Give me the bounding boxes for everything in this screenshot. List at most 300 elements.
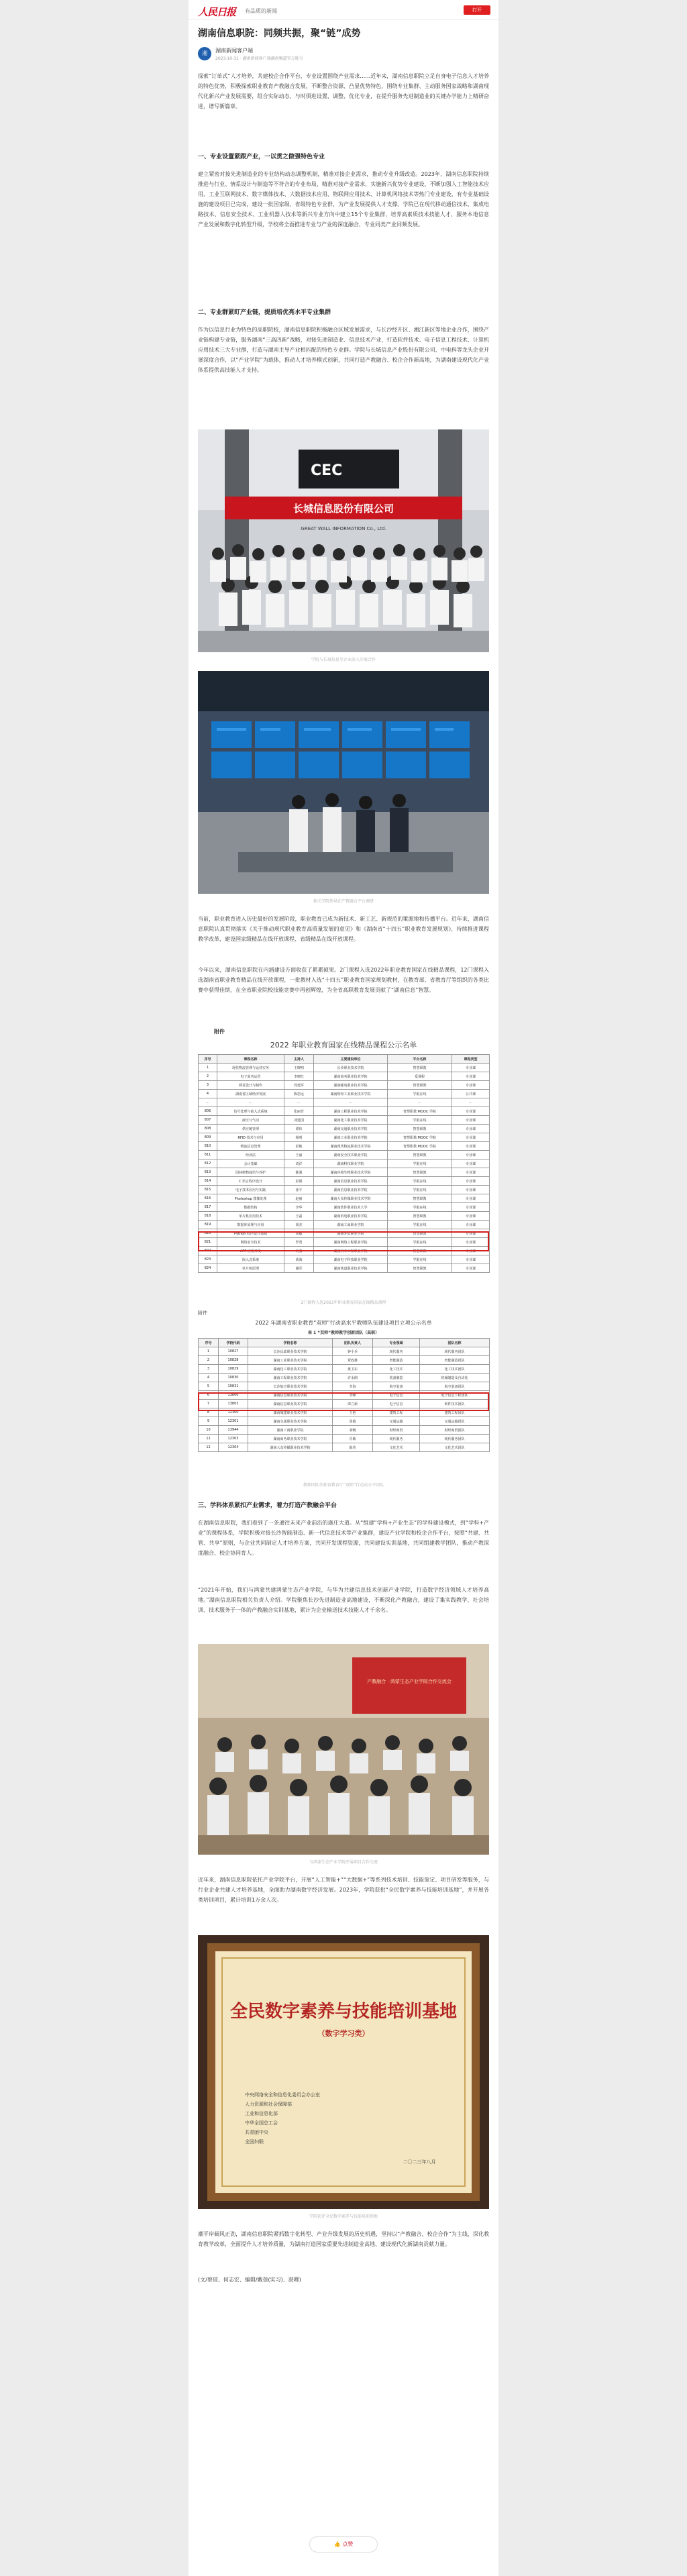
table2-cell: 谭立新 [333, 1400, 373, 1408]
table1-row [199, 1072, 490, 1081]
table1-cell: 湖南工业职业技术学院 [314, 1133, 388, 1142]
table1-cell: 学银在线 [388, 1186, 452, 1194]
table1-cell: 智慧职教 [388, 1151, 452, 1160]
cec-logo-text: CEC [311, 462, 343, 479]
table1-cell: 会计基础 [217, 1160, 284, 1168]
table1-cell: 807 [199, 1116, 217, 1125]
table1-cell: 812 [199, 1160, 217, 1168]
open-app-button[interactable]: 打开 [464, 5, 490, 15]
plaque-issuer-4: 中华全国总工会 [245, 2120, 278, 2126]
table1-cell: 809 [199, 1133, 217, 1142]
table1-cell: 学银在线 [388, 1177, 452, 1186]
group-photo-illustration [198, 429, 489, 652]
table2-cell: 2 [199, 1356, 219, 1365]
section2-paragraph: 作为以信息行业为特色的高职院校，湖南信息职院积极融合区域发展需求，与长沙经开区、湘江新区等地企业合作，围绕产业链构建专业链，服务湖南“三高四新”战略，对接先进制造业、信息技术产业，打造软件技术、电子信息工程技术、计算机应用技术三大专业群，打造与湖南主导产业相匹配的特色专业群。学院与长城信息产业股份有限公司、中电科等龙头企业开展深度合作，以“产业学院”为载体，推动人才培养模式创新，共同打造产教融合、校企合作新高地，为湖南建设现代化产业体系提供高技能人才支持。 [198, 327, 489, 373]
table1-highlight-box [198, 1231, 489, 1251]
table1-cell: 谢军 [284, 1264, 314, 1273]
table1-cell: 专业课 [452, 1160, 490, 1168]
table1-cell: 黄海 [284, 1255, 314, 1264]
closing-paragraph: 潮平岸阔风正劲，湖南信息职院紧抓数字化转型、产业升级发展的历史机遇，坚持以“产教融合、校企合作”为主线，深化教育教学改革，全面提升人才培养质量，为湖南打造国家重要先进制造业高地、建设现代化新湖南贡献力量。 [198, 2231, 489, 2247]
table1-cell: 刘建国 [284, 1116, 314, 1125]
table2-row [199, 1417, 490, 1426]
table2-cell: 陈英 [333, 1443, 373, 1452]
like-button-label: 点赞 [342, 2541, 354, 2547]
table2-title: 2022 年湖南省职业教育“双师”行动高水平教师队伍建设项目立项公示名单 [255, 1320, 432, 1326]
table1-cell: … [217, 1098, 284, 1107]
table2-cell: 11 [199, 1435, 219, 1443]
table1-cell: 816 [199, 1194, 217, 1203]
table1-cell: … [314, 1098, 388, 1107]
table1-row [199, 1212, 490, 1221]
table1-cell: 彭娟 [284, 1177, 314, 1186]
company-banner-sub: GREAT WALL INFORMATION Co., Ltd. [301, 526, 386, 531]
table2-cell: 1 [199, 1347, 219, 1356]
table2-cell: 9 [199, 1417, 219, 1426]
table2-row [199, 1382, 490, 1391]
table1-cell: 湖南汽车工程职业学院 [314, 1247, 388, 1255]
table2-cell: 10831 [219, 1382, 248, 1391]
table2-cell: 肖敏 [333, 1435, 373, 1443]
table1-cell: 陈思远 [284, 1090, 314, 1098]
table1-cell: 专业课 [452, 1194, 490, 1203]
table2-row [199, 1365, 490, 1374]
table2-cell: 交通运输团队 [420, 1417, 490, 1426]
table1-cell: APP 应用开发 [217, 1247, 284, 1255]
table1-cell: 李华 [284, 1203, 314, 1212]
table2-cell: 覃政雄 [333, 1356, 373, 1365]
table1-cell: C 语言程序设计 [217, 1177, 284, 1186]
table1-cell: 专业课 [452, 1264, 490, 1273]
table1-header-cell: 序号 [199, 1055, 217, 1064]
table2-cell: 湖南工商职业学院 [248, 1426, 333, 1435]
table1-cell: 专业课 [452, 1072, 490, 1081]
table1-cell: 刘洋 [284, 1160, 314, 1168]
attachment-label: 附件 [214, 1029, 225, 1035]
table1-cell: 学银在线 [388, 1255, 452, 1264]
meeting-photo[interactable] [198, 1644, 489, 1855]
table2-cell: 电子信息工程团队 [420, 1391, 490, 1400]
table1-cell: 单片机原理 [217, 1264, 284, 1273]
table1-cell: 湖南软件职业技术大学 [314, 1203, 388, 1212]
table2-cell: 长沙民政职业技术学院 [248, 1347, 333, 1356]
table1-cell: 823 [199, 1255, 217, 1264]
table1-row [199, 1064, 490, 1072]
table1-cell: 专业课 [452, 1247, 490, 1255]
table1-header-cell: 主持人 [284, 1055, 314, 1064]
table1-cell: 学银在线 [388, 1116, 452, 1125]
table1-cell: 嵌入式系统 [217, 1255, 284, 1264]
table1-row [199, 1098, 490, 1107]
table1-cell: 4 [199, 1090, 217, 1098]
table1-row [199, 1186, 490, 1194]
section1-heading: 一、专业设置紧跟产业，一以贯之做强特色专业 [198, 154, 325, 160]
table1-cell: 湖南机电职业技术学院 [314, 1212, 388, 1221]
table1-cell: 808 [199, 1125, 217, 1133]
table1-cell: 胡杰 [284, 1221, 314, 1229]
plaque-issuer-2: 人力资源和社会保障部 [245, 2102, 292, 2107]
table1-cell: 经济法 [217, 1151, 284, 1160]
table2-cell: 湖南工业职业技术学院 [248, 1356, 333, 1365]
meeting-banner-text: 产教融合 · 鸿蒙生态产业学院合作交流会 [367, 1679, 452, 1684]
table1-cell: 专业课 [452, 1221, 490, 1229]
table2-caption: 教师团队荣获省教育厅“双师”行动高水平团队 [303, 1483, 384, 1488]
table2-row [199, 1443, 490, 1452]
plaque-issuer-5: 共青团中央 [245, 2130, 268, 2135]
teacher-team-table[interactable] [198, 1308, 489, 1476]
table2-cell: 湖南信息职业技术学院 [248, 1391, 333, 1400]
table1-cell: 专业课 [452, 1125, 490, 1133]
table2-header-cell: 团队负责人 [333, 1339, 373, 1347]
table2-cell: 12300 [219, 1408, 248, 1417]
table2-cell: 建筑工程 [373, 1408, 420, 1417]
table1-cell: 湖南现代物流职业技术学院 [314, 1142, 388, 1151]
table1-cell: 学银在线 [388, 1203, 452, 1212]
table2-cell: 5 [199, 1382, 219, 1391]
table2-cell: 12303 [219, 1435, 248, 1443]
table2-cell: 湖南化工职业技术学院 [248, 1365, 333, 1374]
table2-cell: 航空装备团队 [420, 1382, 490, 1391]
table2-cell: 13800 [219, 1391, 248, 1400]
table1-cell: 3 [199, 1081, 217, 1090]
table1-cell: 王丽 [284, 1151, 314, 1160]
table1-cell: … [199, 1098, 217, 1107]
table1-cell: 专业课 [452, 1229, 490, 1238]
table1-caption: 2门课程入选2022年职业教育国家在线精品课程 [301, 1300, 386, 1305]
table1-cell: 学银在线 [388, 1160, 452, 1168]
plaque-issuer-3: 工业和信息化部 [245, 2111, 278, 2116]
table2-header-cell: 学校名称 [248, 1339, 333, 1347]
table1-cell: 赵丽 [284, 1194, 314, 1203]
control-room-photo[interactable] [198, 671, 489, 894]
table1-cell: 张平 [284, 1186, 314, 1194]
table2-cell: 7 [199, 1400, 219, 1408]
table2-highlight-box [198, 1392, 489, 1411]
author-block[interactable] [198, 47, 489, 63]
table1-cell: 湖南外贸职业学院 [314, 1229, 388, 1238]
table1-cell: 1 [199, 1064, 217, 1072]
section3-paragraph-1: 在湖南信息职院，我们看到了一条通往未来产业前沿的康庄大道。从“组建”学科+产业生态”的学科建设模式，到“学科+产业”的课程体系，学院积极对接长沙智能制造、新一代信息技术等产业集群，建设产业学院和校企合作平台，按照“共建、共管、共享”原则，与企业共同制定人才培养方案，共同开发课程资源，共同建设实训基地，共同组建教学团队，推动产教深度融合、校企协同育人。 [198, 1520, 489, 1556]
table2-cell: 10829 [219, 1365, 248, 1374]
table2-row [199, 1347, 490, 1356]
like-button[interactable] [309, 2536, 378, 2553]
table1-cell: 813 [199, 1168, 217, 1177]
photo3-caption: 与鸿蒙生态产业学院开展项目合作交流 [309, 1860, 378, 1865]
table1-cell: 专业课 [452, 1186, 490, 1194]
table1-cell: 智慧职教 [388, 1247, 452, 1255]
table1-row [199, 1264, 490, 1273]
table1-row [199, 1194, 490, 1203]
middle-paragraph-2: 今年以来，湖南信息职院在内涵建设方面收获了累累硕果。2门课程入选2022年职业教育国家在线精品课程，12门课程入选湖南省职业教育精品在线开放课程，一批教材入选“十四五”职业教育国家规划教材，在教育部、省教育厅等组织的各类比赛中获得佳绩，在全省职业院校技能竞赛中再创辉煌，为全省高职教育发展贡献了“湖南信息”智慧。 [198, 967, 489, 993]
table1-row [199, 1221, 490, 1229]
table2-cell: 6 [199, 1391, 219, 1400]
table1-cell: 现代物流管理与运营实务 [217, 1064, 284, 1072]
table1-cell: 湖南大众传媒职业技术学院 [314, 1194, 388, 1203]
table1-cell: 智慧职教 [388, 1064, 452, 1072]
table1-cell: 2 [199, 1072, 217, 1081]
plaque-illustration [198, 1935, 489, 2209]
table1-cell: 李晓红 [284, 1072, 314, 1081]
table2-cell: 12 [199, 1443, 219, 1452]
table2-cell: 湖南大众传媒职业技术学院 [248, 1443, 333, 1452]
table2-cell: 化工技术 [373, 1365, 420, 1374]
table2-cell: 12304 [219, 1443, 248, 1452]
table2-row [199, 1374, 490, 1382]
table2-cell: 湖南交通职业技术学院 [248, 1417, 333, 1426]
table2-cell: 许永刚 [333, 1374, 373, 1382]
table1-row [199, 1255, 490, 1264]
table1-cell: 814 [199, 1177, 217, 1186]
table1-cell: 湖南工商职业学院 [314, 1221, 388, 1229]
table1-cell: 湖南交通职业技术学院 [314, 1125, 388, 1133]
table1-cell: 湖南化工职业技术学院 [314, 1116, 388, 1125]
table1-cell: 湖南安全技术职业学院 [314, 1151, 388, 1160]
author-avatar[interactable]: 湘 [198, 47, 211, 60]
table1-cell: 专业课 [452, 1203, 490, 1212]
table1-cell: 822 [199, 1247, 217, 1255]
table2-cell: 软件技术团队 [420, 1400, 490, 1408]
section2-heading: 二、专业群紧盯产业链，提质培优亮水平专业集群 [198, 309, 331, 316]
table1-cell: 供应链管理 [217, 1125, 284, 1133]
table1-cell: 824 [199, 1264, 217, 1273]
table2-cell: 湖南城建职业技术学院 [248, 1408, 333, 1417]
table1-cell: 专业课 [452, 1081, 490, 1090]
table1-cell: 公共课 [452, 1090, 490, 1098]
table1-cell: 陈强 [284, 1168, 314, 1177]
table1-cell: 何勇 [284, 1247, 314, 1255]
table2-cell: 装备制造 [373, 1374, 420, 1382]
table1-cell: 专业课 [452, 1177, 490, 1186]
table2-cell: 文化艺术团队 [420, 1443, 490, 1452]
table1-cell: 818 [199, 1212, 217, 1221]
table1-cell: 智慧职教 [388, 1264, 452, 1273]
table2-cell: 智能制造 [373, 1356, 420, 1365]
plaque-issuer-6: 全国妇联 [245, 2139, 264, 2145]
table1-cell: 物流信息管理 [217, 1142, 284, 1151]
table1-cell: 智慧职教 [388, 1168, 452, 1177]
table1-cell: 谭伟 [284, 1125, 314, 1133]
table1-cell: 806 [199, 1107, 217, 1116]
table1-cell: 智慧职教 [388, 1125, 452, 1133]
table1-row [199, 1116, 490, 1125]
plaque-title: 全民数字素养与技能培训基地 [229, 2002, 458, 2022]
table1-cell: 王晓明 [284, 1064, 314, 1072]
table2-cell: 刘畅 [333, 1426, 373, 1435]
table1-cell: 液压与气动 [217, 1116, 284, 1125]
attachment-label-2: 附件 [198, 1310, 207, 1316]
table1-cell: 专业课 [452, 1238, 490, 1247]
table1-cell: 周敏 [284, 1229, 314, 1238]
plaque-photo[interactable] [198, 1935, 489, 2209]
control-room-illustration [198, 671, 489, 894]
table1-cell: … [452, 1098, 490, 1107]
table1-row [199, 1133, 490, 1142]
table1-cell: 张丽芳 [284, 1107, 314, 1116]
plaque-date: 二〇二三年八月 [403, 2159, 436, 2165]
app-slogan: 有品质的新闻 [245, 8, 277, 14]
table1-cell: 电子商务运营 [217, 1072, 284, 1081]
middle-paragraph-1: 当前，职业教育进入历史最好的发展阶段，职业教育已成为新技术、新工艺、新规范的策源地和传播平台。近年来，湖南信息职院认真贯彻落实《关于推动现代职业教育高质量发展的意见》和《湖南省“十四五”职业教育发展规划》，持续推进课程教学改革，建设国家级精品在线开放课程、省级精品在线开放课程。 [198, 916, 489, 942]
table1-row [199, 1151, 490, 1160]
table1-cell: Photoshop 图像处理 [217, 1194, 284, 1203]
table1-header-cell: 课程名称 [217, 1055, 284, 1064]
table1-cell: 罗勇 [284, 1238, 314, 1247]
table1-cell: 网络安全技术 [217, 1238, 284, 1247]
table2-row [199, 1435, 490, 1443]
table1-header-cell: 平台名称 [388, 1055, 452, 1064]
table2-cell: 10 [199, 1426, 219, 1435]
intro-paragraph: 探索“订单式”人才培养，共建校企合作平台，专业设置围绕产业需求……近年来，湖南信息职院立足自身电子信息人才培养的特色优势，积极探索职业教育产教融合发展，不断整合资源、凸显优势特色，围绕专业集群、主动服务国家战略和湖南现代化新兴产业发展需要，组合实际动态，与时俱进设置、调整、优化专业，在提升服务先进制造业的关键办学能力上精研奋进，谱写新篇章。 [198, 73, 489, 109]
table1-cell: 智慧职教 [388, 1081, 452, 1090]
table2-cell: 财经商贸团队 [420, 1426, 490, 1435]
course-list-table[interactable] [198, 1027, 489, 1295]
table1-cell: 湖南网络工程职业学院 [314, 1238, 388, 1247]
table2-cell: 长沙航空职业技术学院 [248, 1382, 333, 1391]
table1-cell: 专业课 [452, 1116, 490, 1125]
table1-cell: 819 [199, 1221, 217, 1229]
table2-cell: 化工技术团队 [420, 1365, 490, 1374]
photo4-caption: 学院获评全民数字素养与技能培训基地 [309, 2214, 378, 2219]
table1-row [199, 1090, 490, 1098]
table2-cell: 湖南信息职业技术学院 [248, 1400, 333, 1408]
table1-row [199, 1160, 490, 1168]
table1-cell: 821 [199, 1238, 217, 1247]
table1-cell: 单片机应用技术 [217, 1212, 284, 1221]
table1-cell: 815 [199, 1186, 217, 1194]
table2-header-cell: 专业领域 [373, 1339, 420, 1347]
table1-row [199, 1125, 490, 1133]
table1-cell: 智慧职教 [388, 1229, 452, 1238]
table1-row [199, 1177, 490, 1186]
table1-cell: 810 [199, 1142, 217, 1151]
table2-row [199, 1356, 490, 1365]
table2-subtitle: 表 1 “双师”教师教学创新团队（高职） [307, 1331, 380, 1335]
table2-cell: 财经商贸 [373, 1426, 420, 1435]
meeting-photo-illustration [198, 1644, 489, 1855]
table2-cell: 机械制造及自动化 [420, 1374, 490, 1382]
table1-row [199, 1107, 490, 1116]
table1-cell: 811 [199, 1151, 217, 1160]
table2-cell: 电子信息 [373, 1391, 420, 1400]
table1-cell: 王磊 [284, 1212, 314, 1221]
table2-cell: 10828 [219, 1356, 248, 1365]
source-line: (文/蔡琼、何志宏、编辑/戴蓓(实习)、湛卿) [198, 2277, 301, 2283]
table2-cell: 黄卫东 [333, 1365, 373, 1374]
table1-cell: 长沙职业技术学院 [314, 1064, 388, 1072]
table1-cell: 网页设计与制作 [217, 1081, 284, 1090]
table1-cell: 专业课 [452, 1142, 490, 1151]
table1-cell: 湖南财经工业职业技术学院 [314, 1090, 388, 1098]
table1-cell: 湖南商务职业技术学院 [314, 1072, 388, 1081]
table1-cell: … [388, 1098, 452, 1107]
table1-cell: 820 [199, 1229, 217, 1238]
table2-cell: 交通运输 [373, 1417, 420, 1426]
table2-header-cell: 学校代码 [219, 1339, 248, 1347]
table1-row [199, 1142, 490, 1151]
table1-cell: 杨明 [284, 1133, 314, 1142]
table1-cell: 817 [199, 1203, 217, 1212]
table1-cell: 湖南省区域经济发展 [217, 1090, 284, 1098]
table2-cell: 电子信息 [373, 1400, 420, 1408]
table2-cell: 13803 [219, 1400, 248, 1408]
table1-cell: 学银在线 [388, 1221, 452, 1229]
table2-cell: 3 [199, 1365, 219, 1374]
section1-paragraph: 建立紧密对接先进制造业的专业结构动态调整机制，精准对接企业需求，推动专业升级改造。2023年，湖南信息职院持续推进与行业、情系设计与制造等不符合的专业布局，精准对接产业需求，实施新兴优势专业建设，不断加强人工智能技术应用、工业互联网技术、数字媒体技术、大数据技术应用、物联网应用技术、计算机网络技术等热门专业建设，有专业基础设施的建设项目已完成，建设一批国家级、省级特色专业群，为产业发展提供人才支撑。学院已在现代移动通信技术、集成电路技术、信息安全技术、工业机器人技术等新兴专业方向中建立15个专业集群，培养高素质技术技能人才，服务本地信息产业发展和数字化转型升级，学校将全面推进专业与产业的深度融合，专业同类产业同频发展。 [198, 171, 489, 227]
article-page [189, 0, 498, 2576]
section3-paragraph-2: “2021年开始，我们与鸿蒙共建鸿蒙生态产业学院，与华为共建信息技术创新产业学院，打造数字经济领域人才培养高地。”湖南信息职院相关负责人介绍。学院聚焦长沙先进制造业高地建设，不断深化产教融合，建设了集实践教学、社会培训、技术服务于一体的产教融合实训基地，累计为企业输送技术技能人才千余名。 [198, 1587, 489, 1613]
table2-cell: 现代服务团队 [420, 1347, 490, 1356]
table1-cell: 湖南科技职业学院 [314, 1160, 388, 1168]
table2-cell: 8 [199, 1408, 219, 1417]
table1-row [199, 1203, 490, 1212]
table1-cell: 专业课 [452, 1064, 490, 1072]
table1-cell: Python 程序设计基础 [217, 1229, 284, 1238]
table1-cell: 智慧职教 MOOC 学院 [388, 1133, 452, 1142]
table2-cell: 湖南商务职业技术学院 [248, 1435, 333, 1443]
table2-cell: 航空装备 [373, 1382, 420, 1391]
table2-cell: 李峰 [333, 1391, 373, 1400]
table1-cell: 湖南邮电职业技术学院 [314, 1081, 388, 1090]
table1-cell: 电子技术应用与实践 [217, 1186, 284, 1194]
table1-cell: 学银在线 [388, 1090, 452, 1098]
table1-cell: 爱课程 [388, 1072, 452, 1081]
app-logo[interactable]: 人民日报 [198, 6, 236, 18]
table1-cell: 数据库原理与应用 [217, 1221, 284, 1229]
table1-cell: 智慧职教 MOOC 学院 [388, 1142, 452, 1151]
table1-cell: 湖南信息职业技术学院 [314, 1177, 388, 1186]
section3-heading: 三、学科体系紧扣产业需求，着力打造产教融合平台 [198, 1502, 337, 1509]
table2-cell: 12301 [219, 1417, 248, 1426]
table2-cell: 10830 [219, 1374, 248, 1382]
table1-cell: 数据结构 [217, 1203, 284, 1212]
table2-cell: 现代服务 [373, 1347, 420, 1356]
table2-header-cell: 团队名称 [420, 1339, 490, 1347]
table2-cell: 4 [199, 1374, 219, 1382]
table2-cell: 湖南工程职业技术学院 [248, 1374, 333, 1382]
table1-cell: 园林植物栽培与养护 [217, 1168, 284, 1177]
article-title: 湖南信息职院：同频共振，聚“链”成势 [198, 28, 361, 39]
table1-row [199, 1081, 490, 1090]
table1-cell: 专业课 [452, 1212, 490, 1221]
table1-title: 2022 年职业教育国家在线精品课程公示名单 [270, 1041, 417, 1049]
table2-cell: 10827 [219, 1347, 248, 1356]
table1-cell: 湖南信息职业技术学院 [314, 1186, 388, 1194]
table1-cell: 专业课 [452, 1168, 490, 1177]
section3-paragraph-3: 近年来，湖南信息职院依托产业学院平台，开展“人工智能+”“大数据+”等系列技术培训、技能鉴定、项目研发等服务，与行业企业共建人才培养基地，全面助力湖南数字经济发展。2023年，学院获批“全民数字素养与技能培训基地”，并开展各类培训项目，累计培训1万余人次。 [198, 1877, 489, 1903]
table1-cell: 周建军 [284, 1081, 314, 1090]
table1-cell: 专业课 [452, 1151, 490, 1160]
table2-cell: 13944 [219, 1426, 248, 1435]
table1-cell: 智慧职教 MOOC 学院 [388, 1107, 452, 1116]
group-photo[interactable] [198, 429, 489, 652]
table1-cell: 彭敏 [284, 1142, 314, 1151]
table2-cell: 智能制造团队 [420, 1356, 490, 1365]
table1-cell: 学银在线 [388, 1238, 452, 1247]
table1-header-cell: 课程类型 [452, 1055, 490, 1064]
table2-row [199, 1426, 490, 1435]
table2-cell: 现代服务 [373, 1435, 420, 1443]
table1-cell: … [284, 1098, 314, 1107]
plaque-issuer-1: 中央网络安全和信息化委员会办公室 [245, 2092, 320, 2098]
table2-cell: 文化艺术 [373, 1443, 420, 1452]
table1-cell: 智慧职教 [388, 1194, 452, 1203]
table1-header-cell: 主要建设单位 [314, 1055, 388, 1064]
top-bar [189, 0, 498, 20]
table1-cell: RFID 技术与应用 [217, 1133, 284, 1142]
table1-cell: 湖南环境生物职业技术学院 [314, 1168, 388, 1177]
table2-header-cell: 序号 [199, 1339, 219, 1347]
author-name[interactable]: 湖南新闻客户端 [215, 48, 253, 54]
table2-cell: 建筑工程团队 [420, 1408, 490, 1417]
